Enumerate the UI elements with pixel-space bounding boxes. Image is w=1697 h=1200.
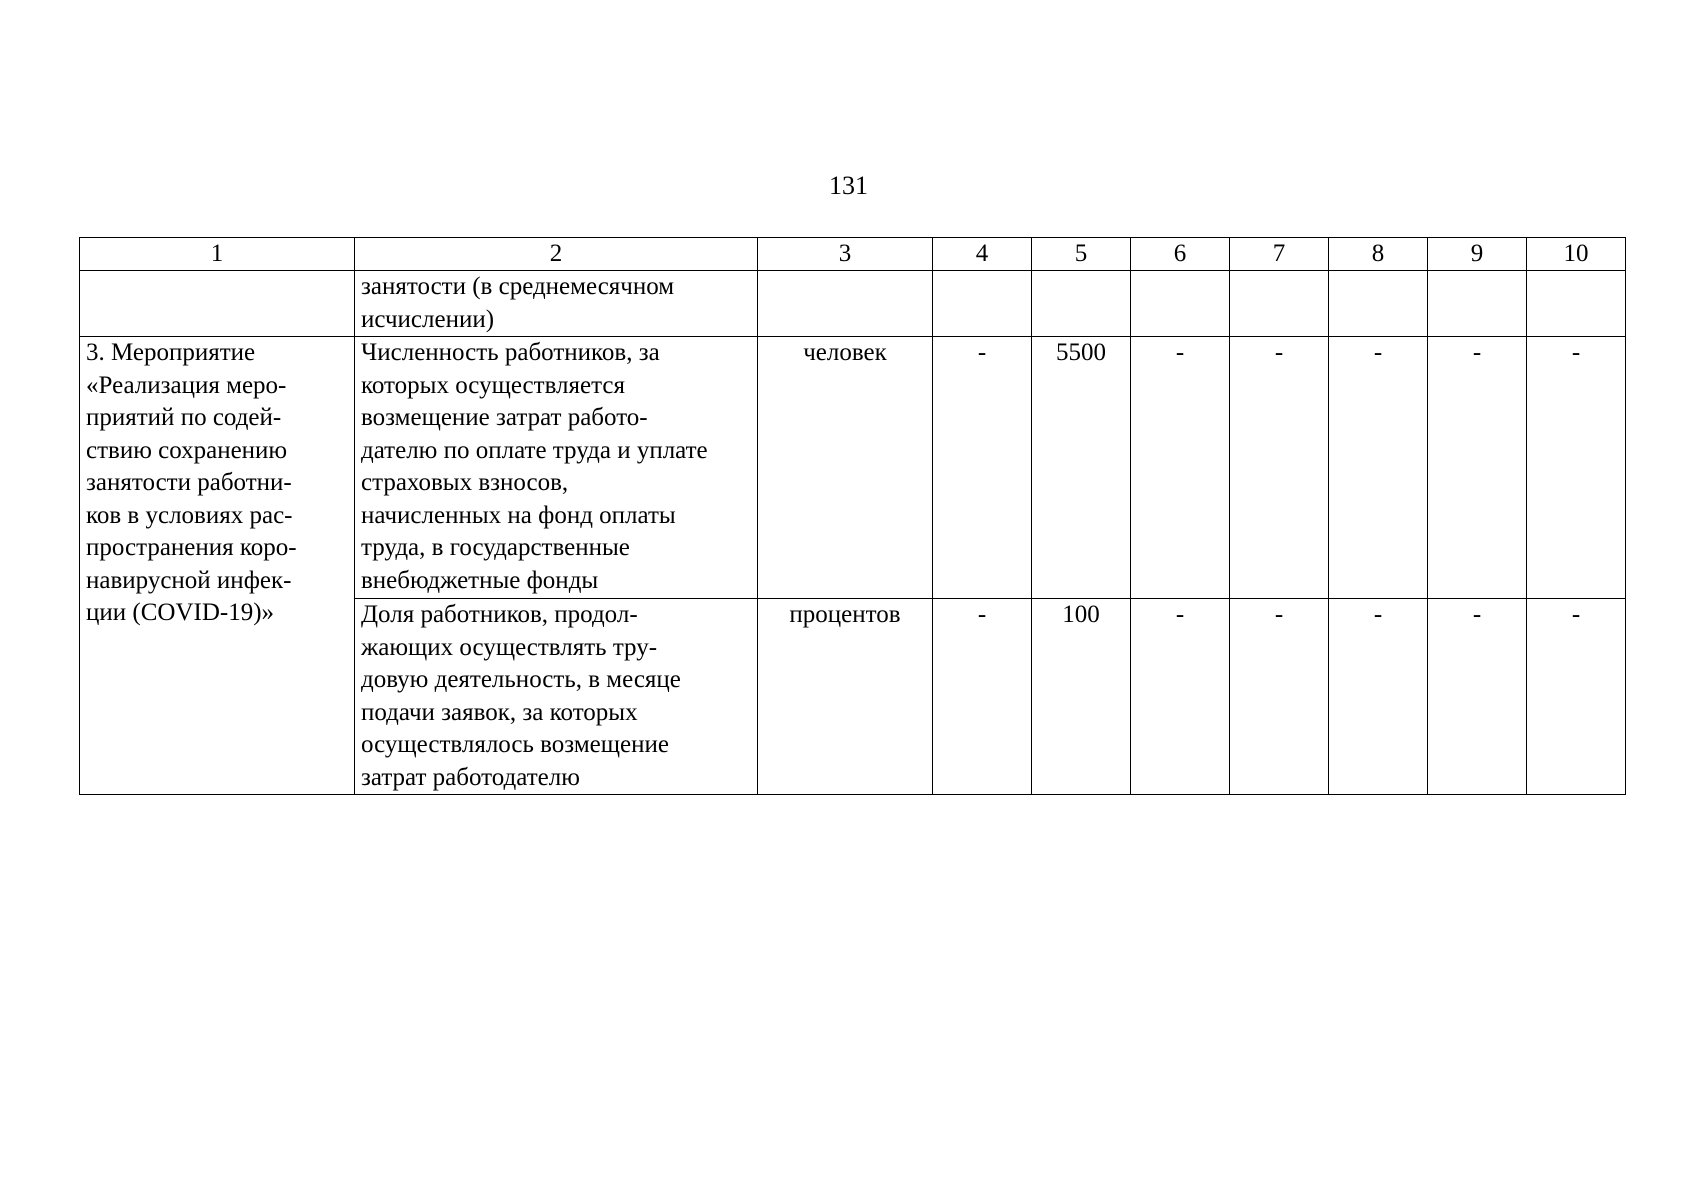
table-row xyxy=(80,337,1626,599)
table-cell-empty xyxy=(1329,271,1428,337)
indicator-unit: человек xyxy=(758,337,933,599)
column-header: 6 xyxy=(1131,238,1230,271)
table-cell-empty xyxy=(1428,271,1527,337)
column-header: 7 xyxy=(1230,238,1329,271)
column-header: 3 xyxy=(758,238,933,271)
table-cell-empty xyxy=(1131,271,1230,337)
indicator-name: Численность работников, за которых осуществляется возмещение затрат работо- дателю по оплате труда и уплате страховых взносов, начисленных на фонд оплаты труда, в государственные внебюджетные фонды xyxy=(355,337,758,599)
column-header: 5 xyxy=(1032,238,1131,271)
column-header: 2 xyxy=(355,238,758,271)
table-cell-empty xyxy=(1527,271,1626,337)
value-cell: - xyxy=(1329,337,1428,599)
value-cell: - xyxy=(933,337,1032,599)
table-cell-empty xyxy=(758,271,933,337)
value-cell: - xyxy=(1428,337,1527,599)
table-cell-empty xyxy=(933,271,1032,337)
value-cell: - xyxy=(1428,599,1527,795)
value-cell: - xyxy=(1131,599,1230,795)
table-cell-empty xyxy=(1230,271,1329,337)
indicators-table xyxy=(79,237,1626,795)
column-header: 8 xyxy=(1329,238,1428,271)
indicator-name-continuation: занятости (в среднемесячном исчислении) xyxy=(355,271,758,337)
column-header: 10 xyxy=(1527,238,1626,271)
page-number: 131 xyxy=(829,171,868,200)
value-cell: - xyxy=(1527,599,1626,795)
column-header: 9 xyxy=(1428,238,1527,271)
value-cell: - xyxy=(1527,337,1626,599)
value-cell: 100 xyxy=(1032,599,1131,795)
indicator-name: Доля работников, продол- жающих осуществлять тру- довую деятельность, в месяце подачи заявок, за которых осуществлялось возмещение затрат работодателю xyxy=(355,599,758,795)
value-cell: 5500 xyxy=(1032,337,1131,599)
value-cell: - xyxy=(1230,337,1329,599)
value-cell: - xyxy=(933,599,1032,795)
value-cell: - xyxy=(1329,599,1428,795)
table-row xyxy=(80,271,1626,337)
column-header: 4 xyxy=(933,238,1032,271)
measure-title: 3. Мероприятие «Реализация меро- приятий по содей- ствию сохранению занятости работни- ков в условиях рас- пространения коро- навирусной инфек- ции (COVID-19)» xyxy=(80,337,355,795)
table-cell-empty xyxy=(80,271,355,337)
table-cell-empty xyxy=(1032,271,1131,337)
table-header-row xyxy=(80,238,1626,271)
column-header: 1 xyxy=(80,238,355,271)
indicator-unit: процентов xyxy=(758,599,933,795)
value-cell: - xyxy=(1230,599,1329,795)
value-cell: - xyxy=(1131,337,1230,599)
